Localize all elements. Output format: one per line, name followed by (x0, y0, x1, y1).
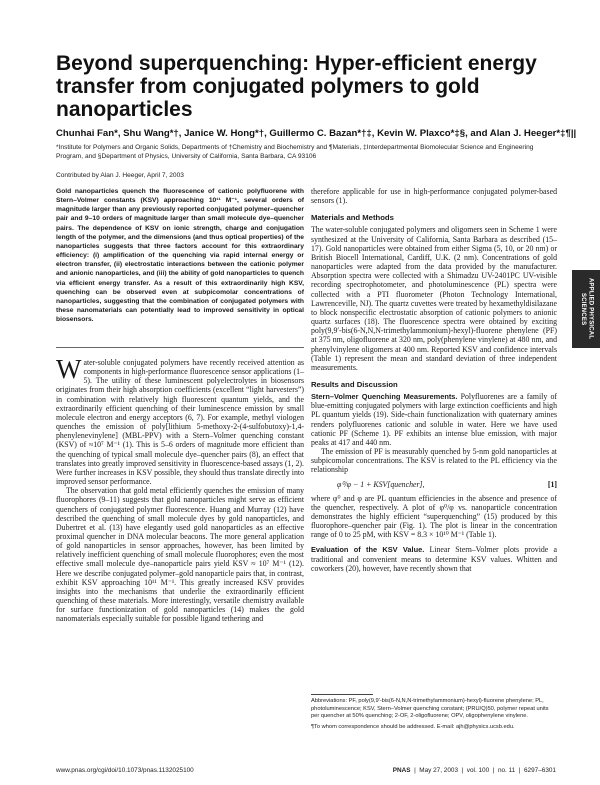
author-list: Chunhai Fan*, Shu Wang*†, Janice W. Hong*†, Guillermo C. Bazan*†‡, Kevin W. Plaxco*‡§, and Alan J. Heeger*‡¶|| (56, 128, 577, 139)
footer-journal: PNAS (392, 767, 411, 774)
equation-body: φ⁰/φ − 1 + KSV[quencher], (337, 479, 425, 489)
footer-date: May 27, 2003 (419, 767, 459, 774)
footnotes (311, 694, 557, 734)
side-tab-label: APPLIED PHYSICAL SCIENCES (580, 278, 594, 340)
abstract: Gold nanoparticles quench the fluorescence of cationic polyfluorene with Stern–Volmer constants (KSV) approaching 10¹¹ M⁻¹, several orders of magnitude larger than any previously reported conjugated polymer–quencher pair and 9–10 orders of magnitude larger than small molecule dye–quencher pairs. The dependence of KSV on ionic strength, charge and conjugation length of the polymer, and the dimensions (and thus optical properties) of the nanoparticles suggests that three factors account for this extraordinary efficiency: (i) amplification of the quenching via rapid internal energy or electron transfer, (ii) electrostatic interactions between the cationic polymer and anionic nanoparticles, and (iii) the ability of gold nanoparticles to quench via efficient energy transfer. As a result of this extraordinarily high KSV, quenching can be observed even at subpicomolar concentrations of nanoparticles, suggesting that the combination of conjugated polymers with these nanomaterials can potentially lead to improved sensitivity in optical biosensors. (56, 188, 304, 324)
emission-paragraph: The emission of PF is measurably quenched by 5-nm gold nanoparticles at subpicomolar concentrations. The KSV is related to the PL efficiency via the relationship (311, 447, 557, 475)
equation-explanation-paragraph: where φ⁰ and φ are PL quantum efficiencies in the absence and presence of the quencher, respectively. A plot of φ⁰/φ vs. nanoparticle concentration demonstrates the highly efficient “superquenching” (15) produced by this fluorophore–quencher pair (Fig. 1). The plot is linear in the concentration range of 0 to 25 pM, with KSV = 8.3 × 10¹⁰ M⁻¹ (Table 1). (311, 493, 557, 540)
intro-paragraph-2: The observation that gold metal efficiently quenches the emission of many fluorophores (9–11) suggests that gold nanoparticles might serve as efficient quenchers of conjugated polymer fluorescence. Huang and Murray (12) have described the quenching of small molecule dyes by gold nanoparticles, and Dubertret et al. (13) have elegantly used gold nanoparticles as an effective proximal quencher in DNA molecular beacons. The more general application of gold nanoparticles in sensor approaches, however, has been limited by relatively inefficient quenching of small molecule fluorophores; even the most effective small molecule dye–nanoparticle pairs yield KSV ≈ 10⁷ M⁻¹ (12). Here we describe conjugated polymer–gold nanoparticle pairs that, in contrast, exhibit KSV approaching 10¹¹ M⁻¹. This greatly increased KSV provides insights into the mechanisms that underlie the extraordinarily efficient quenching of these materials. More interestingly, versatile chemistry available for surface functionization of gold nanoparticles (14) makes the gold nanomaterials especially suitable for possible ligand tethering and (56, 486, 304, 624)
section-heading-methods: Materials and Methods (311, 213, 394, 223)
left-column (56, 354, 304, 624)
stern-volmer-text: Polyfluorenes are a family of blue-emitting conjugated polymers with large extinction coefficients and high PL quantum yields (19). Side-chain functionalization with quaternary amines renders polyfluorenes cationic and soluble in water. Here we have used cationic PF (Scheme 1). PF exhibits an intense blue emission, with major peaks at 417 and 440 nm. (311, 392, 557, 447)
runin-heading-stern-volmer: Stern–Volmer Quenching Measurements. (311, 392, 458, 402)
methods-paragraph: The water-soluble conjugated polymers and oligomers seen in Scheme 1 were synthesized at the University of California, Santa Barbara as described (15–17). Gold nanoparticles were obtained from either Sigma (5, 10, or 20 nm) or British Biocell International, Cardiff, U.K. (2 nm). Concentrations of gold nanoparticles were adapted from the data provided by the manufacturer. Absorption spectra were collected with a Shimadzu UV-2401PC UV-visible recording spectrophotometer, and photoluminescence (PL) spectra were collected with a PTI fluorometer (Photon Technology International, Lawrenceville, NJ). The quartz cuvettes were treated by hexamethyldisilazane to block nonspecific electrostatic absorption of cationic polymers to anionic quartz surfaces (18). The fluorescence spectra were obtained by exciting poly(9,9′-bis(6-N,N,N-trimethylammonium)-hexyl)-fluorene phenylene (PF) at 375 nm, oligofluorene at 320 nm, poly(phenylene vinylene) at 480 nm, and phenylvinylene oligomers at 400 nm. Reported KSV and confidence intervals (Table 1) represent the mean and standard deviation of three independent measurements. (311, 225, 557, 372)
footer-doi-link[interactable]: www.pnas.org/cgi/doi/10.1073/pnas.1132025100 (56, 767, 194, 774)
affiliations: *Institute for Polymers and Organic Solids, Departments of †Chemistry and Biochemistry and ¶Materials, ‡Interdepartmental Biomolecular Science and Engineering Program, and §Department of Physics, University of California, Santa Barbara, CA 93106 (56, 144, 534, 160)
drop-cap: W (56, 354, 82, 384)
section-heading-results: Results and Discussion (311, 379, 398, 389)
footer-citation: PNAS | May 27, 2003 | vol. 100 | no. 11 | 6297–6301 (392, 767, 556, 774)
equation-number: [1] (547, 479, 557, 489)
runin-heading-evaluation: Evaluation of the KSV Value. (311, 545, 425, 555)
footnote-correspondence: ¶To whom correspondence should be addressed. E-mail: ajh@physics.ucsb.edu. (311, 723, 515, 730)
equation-1 (311, 480, 557, 489)
abstract-divider (56, 347, 304, 348)
stern-volmer-paragraph (311, 392, 557, 447)
intro-paragraph-1-text: ater-soluble conjugated polymers have recently received attention as components in high-performance fluorescence sensor applications (1–5). The utility of these luminescent polyelectrolytes in biosensors originates from their high absorption coefficients (excellent “light harvesters”) in combination with relatively high fluorescent quantum yields, and the extraordinarily efficient quenching of their luminescence emission by small molecule electron and energy acceptors (6, 7). For example, methyl viologen quenches the emission of poly[lithium 5-methoxy-2-(4-sulfobutoxy)-1,4-phenylenevinylene] (MBL-PPV) with a Stern–Volmer quenching constant (KSV) of ≈10⁷ M⁻¹ (1). This is 5–6 orders of magnitude more efficient than the quenching of typical small molecule dye–quencher pairs (8), an effect that translates into greatly improved sensitivity in fluorescence-based assays (1, 2). Were further increases in KSV possible, they should thus translate directly into improved sensor performance. (56, 358, 304, 487)
footnote-abbreviations: Abbreviations: PF, poly(9,9′-bis(6-N,N,N-trimethylammonium)-hexyl)-fluorene phenylene; PL, photoluminescence; KSV, Stern–Volmer quenching constant; (PRU/Q)50, polymer repeat units per quencher at 50% quenching; 2-OF, 2-oligofluorene; OPV, oligophenylene vinylene. (311, 698, 549, 719)
right-column (311, 187, 557, 573)
contributed-by-line: Contributed by Alan J. Heeger, April 7, 2003 (56, 172, 184, 179)
footnote-divider (311, 694, 373, 695)
evaluation-paragraph (311, 545, 557, 572)
footer-issue: no. 11 (497, 767, 516, 774)
footer-volume: vol. 100 (466, 767, 490, 774)
footer-pages: 6297–6301 (524, 767, 556, 774)
intro-paragraph-1 (56, 354, 304, 487)
section-side-tab (572, 270, 600, 348)
paper-title: Beyond superquenching: Hyper-efficient energy transfer from conjugated polymers to gold nanoparticles (56, 52, 537, 121)
evaluation-text: Linear Stern–Volmer plots provide a traditional and convenient means to determine KSV values. Whitten and coworkers (20), however, have recently shown that (311, 545, 557, 573)
continued-paragraph: therefore applicable for use in high-performance conjugated polymer-based sensors (1). (311, 187, 557, 206)
